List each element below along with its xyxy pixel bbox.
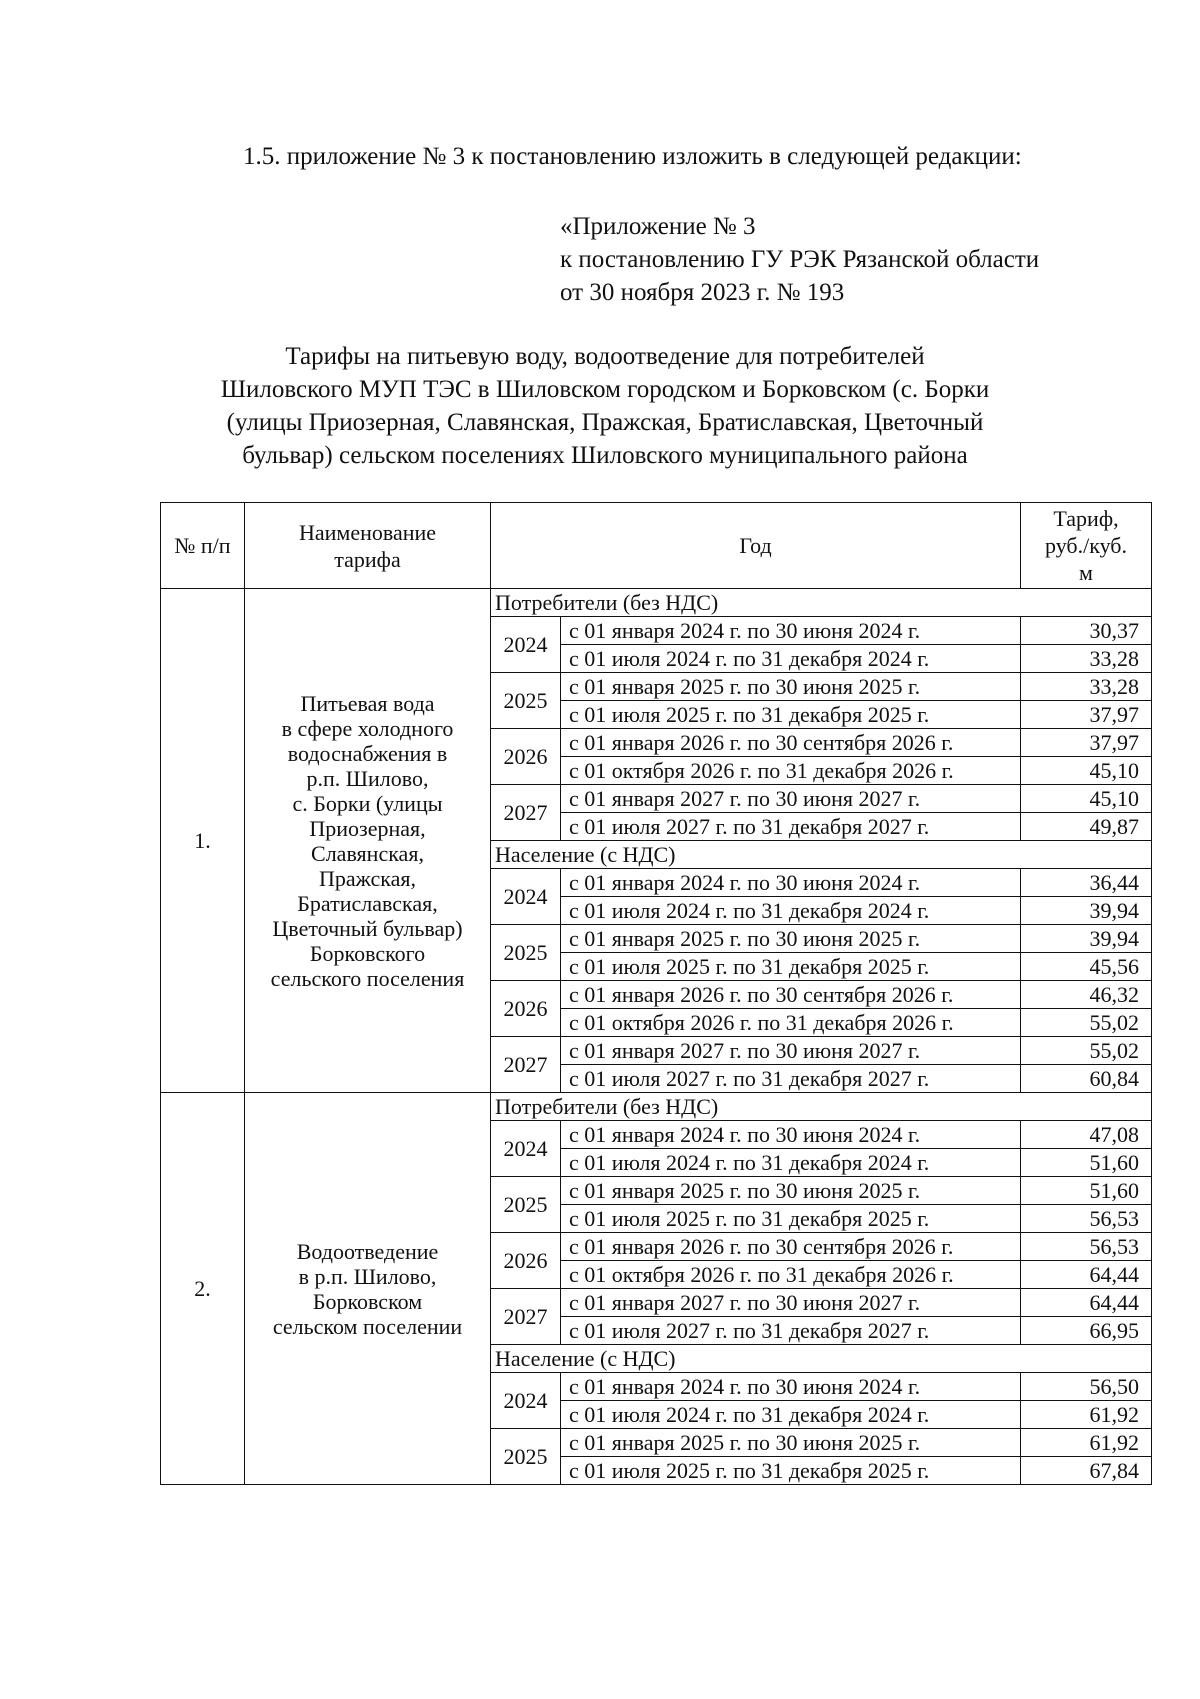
- period-cell: с 01 июля 2024 г. по 31 декабря 2024 г.: [561, 897, 1021, 925]
- tariff-name-line: в сфере холодного: [281, 715, 454, 741]
- header-tariff-line: руб./куб.: [1044, 533, 1127, 558]
- period-cell: с 01 октября 2026 г. по 31 декабря 2026 г.: [561, 1261, 1021, 1289]
- period-cell: с 01 июля 2024 г. по 31 декабря 2024 г.: [561, 1149, 1021, 1177]
- tariff-value-cell: 39,94: [1021, 925, 1152, 953]
- title-line: бульвар) сельском поселениях Шиловского муниципального района: [242, 442, 968, 469]
- tariff-value-cell: 64,44: [1021, 1289, 1152, 1317]
- header-name-line: Наименование: [298, 519, 437, 545]
- section-tariff-name: [245, 1093, 491, 1485]
- tariff-name-line: Приозерная,: [309, 815, 426, 841]
- period-cell: с 01 января 2026 г. по 30 сентября 2026 г.: [561, 981, 1021, 1009]
- appendix-line: от 30 ноября 2023 г. № 193: [560, 279, 845, 306]
- period-cell: с 01 января 2025 г. по 30 июня 2025 г.: [561, 1429, 1021, 1457]
- tariff-value-cell: 60,84: [1021, 1065, 1152, 1093]
- group-row: [161, 589, 1152, 617]
- year-cell: 2027: [491, 785, 561, 841]
- tariff-value-cell: 46,32: [1021, 981, 1152, 1009]
- year-cell: 2024: [491, 1373, 561, 1429]
- tariff-value-cell: 56,50: [1021, 1373, 1152, 1401]
- period-cell: с 01 января 2027 г. по 30 июня 2027 г.: [561, 1037, 1021, 1065]
- period-cell: с 01 января 2027 г. по 30 июня 2027 г.: [561, 785, 1021, 813]
- header-tariff: [1021, 503, 1152, 589]
- group-label: Население (с НДС): [491, 1345, 1152, 1373]
- header-tariff-line: м: [1079, 560, 1093, 585]
- period-cell: с 01 января 2027 г. по 30 июня 2027 г.: [561, 1289, 1021, 1317]
- document-title: [150, 340, 1060, 472]
- tariff-value-cell: 51,60: [1021, 1149, 1152, 1177]
- tariff-value-cell: 37,97: [1021, 701, 1152, 729]
- period-cell: с 01 июля 2027 г. по 31 декабря 2027 г.: [561, 1317, 1021, 1345]
- tariff-name-line: Борковском: [312, 1288, 423, 1314]
- period-cell: с 01 января 2024 г. по 30 июня 2024 г.: [561, 1373, 1021, 1401]
- tariff-value-cell: 56,53: [1021, 1233, 1152, 1261]
- section-number: 2.: [161, 1093, 245, 1485]
- header-tariff-line: Тариф,: [1053, 506, 1119, 531]
- period-cell: с 01 января 2025 г. по 30 июня 2025 г.: [561, 673, 1021, 701]
- period-cell: с 01 января 2024 г. по 30 июня 2024 г.: [561, 869, 1021, 897]
- tariff-value-cell: 56,53: [1021, 1205, 1152, 1233]
- year-cell: 2026: [491, 981, 561, 1037]
- period-cell: с 01 июля 2025 г. по 31 декабря 2025 г.: [561, 953, 1021, 981]
- period-cell: с 01 января 2025 г. по 30 июня 2025 г.: [561, 925, 1021, 953]
- tariff-name-line: Водоотведение: [296, 1238, 439, 1264]
- group-label: Потребители (без НДС): [491, 1093, 1152, 1121]
- title-line: Шиловского МУП ТЭС в Шиловском городском и Борковском (с. Борки: [220, 376, 990, 403]
- period-cell: с 01 октября 2026 г. по 31 декабря 2026 г.: [561, 757, 1021, 785]
- year-cell: 2025: [491, 673, 561, 729]
- tariff-value-cell: 45,10: [1021, 757, 1152, 785]
- group-row: [161, 1093, 1152, 1121]
- tariff-value-cell: 61,92: [1021, 1429, 1152, 1457]
- year-cell: 2027: [491, 1037, 561, 1093]
- tariff-name-line: сельском поселении: [272, 1313, 463, 1339]
- header-name-line: тарифа: [334, 546, 401, 572]
- period-cell: с 01 января 2026 г. по 30 сентября 2026 г.: [561, 729, 1021, 757]
- tariff-value-cell: 30,37: [1021, 617, 1152, 645]
- title-line: Тарифы на питьевую воду, водоотведение для потребителей: [285, 343, 925, 370]
- tariff-name-line: Братиславская,: [297, 890, 438, 916]
- tariff-value-cell: 66,95: [1021, 1317, 1152, 1345]
- tariff-value-cell: 33,28: [1021, 673, 1152, 701]
- period-cell: с 01 января 2024 г. по 30 июня 2024 г.: [561, 617, 1021, 645]
- section-tariff-name: [245, 589, 491, 1093]
- year-cell: 2026: [491, 729, 561, 785]
- appendix-line: «Приложение № 3: [560, 213, 756, 240]
- period-cell: с 01 июля 2025 г. по 31 декабря 2025 г.: [561, 1205, 1021, 1233]
- tariff-value-cell: 49,87: [1021, 813, 1152, 841]
- year-cell: 2024: [491, 1121, 561, 1177]
- tariff-name-line: водоснабжения в: [287, 740, 448, 766]
- tariff-name-line: Славянская,: [311, 840, 424, 866]
- tariff-name-line: р.п. Шилово,: [306, 765, 429, 791]
- table-body: [161, 589, 1152, 1485]
- period-cell: с 01 июля 2025 г. по 31 декабря 2025 г.: [561, 1457, 1021, 1485]
- tariff-name-line: Пражская,: [319, 865, 416, 891]
- tariff-name-line: сельского поселения: [270, 965, 465, 991]
- tariff-value-cell: 36,44: [1021, 869, 1152, 897]
- header-num: № п/п: [161, 503, 245, 589]
- year-cell: 2025: [491, 925, 561, 981]
- period-cell: с 01 июля 2024 г. по 31 декабря 2024 г.: [561, 1401, 1021, 1429]
- tariff-value-cell: 64,44: [1021, 1261, 1152, 1289]
- period-cell: с 01 января 2025 г. по 30 июня 2025 г.: [561, 1177, 1021, 1205]
- appendix-reference: [560, 210, 1039, 309]
- group-label: Потребители (без НДС): [491, 589, 1152, 617]
- tariff-name-line: в р.п. Шилово,: [298, 1263, 437, 1289]
- period-cell: с 01 июля 2027 г. по 31 декабря 2027 г.: [561, 813, 1021, 841]
- year-cell: 2027: [491, 1289, 561, 1345]
- header-year: Год: [491, 503, 1021, 589]
- year-cell: 2024: [491, 869, 561, 925]
- intro-paragraph: 1.5. приложение № 3 к постановлению изложить в следующей редакции:: [243, 143, 1022, 170]
- year-cell: 2026: [491, 1233, 561, 1289]
- tariff-value-cell: 67,84: [1021, 1457, 1152, 1485]
- tariff-value-cell: 47,08: [1021, 1121, 1152, 1149]
- tariff-name-line: с. Борки (улицы: [292, 790, 443, 816]
- year-cell: 2024: [491, 617, 561, 673]
- section-number: 1.: [161, 589, 245, 1093]
- period-cell: с 01 июля 2025 г. по 31 декабря 2025 г.: [561, 701, 1021, 729]
- period-cell: с 01 июля 2024 г. по 31 декабря 2024 г.: [561, 645, 1021, 673]
- tariff-value-cell: 45,10: [1021, 785, 1152, 813]
- tariff-name-line: Цветочный бульвар): [272, 915, 463, 941]
- tariff-value-cell: 39,94: [1021, 897, 1152, 925]
- tariff-name-line: Борковского: [309, 940, 426, 966]
- header-name: [245, 503, 491, 589]
- tariff-value-cell: 37,97: [1021, 729, 1152, 757]
- appendix-line: к постановлению ГУ РЭК Рязанской области: [560, 246, 1040, 273]
- year-cell: 2025: [491, 1429, 561, 1485]
- tariff-value-cell: 55,02: [1021, 1037, 1152, 1065]
- group-label: Население (с НДС): [491, 841, 1152, 869]
- period-cell: с 01 октября 2026 г. по 31 декабря 2026 г.: [561, 1009, 1021, 1037]
- tariff-value-cell: 61,92: [1021, 1401, 1152, 1429]
- tariff-value-cell: 55,02: [1021, 1009, 1152, 1037]
- tariff-value-cell: 51,60: [1021, 1177, 1152, 1205]
- period-cell: с 01 января 2024 г. по 30 июня 2024 г.: [561, 1121, 1021, 1149]
- tariff-table: [160, 502, 1152, 1485]
- period-cell: с 01 января 2026 г. по 30 сентября 2026 г.: [561, 1233, 1021, 1261]
- title-line: (улицы Приозерная, Славянская, Пражская, Братиславская, Цветочный: [226, 409, 984, 436]
- tariff-name-line: Питьевая вода: [300, 690, 435, 716]
- period-cell: с 01 июля 2027 г. по 31 декабря 2027 г.: [561, 1065, 1021, 1093]
- table-header-row: [161, 503, 1152, 589]
- year-cell: 2025: [491, 1177, 561, 1233]
- tariff-value-cell: 45,56: [1021, 953, 1152, 981]
- tariff-value-cell: 33,28: [1021, 645, 1152, 673]
